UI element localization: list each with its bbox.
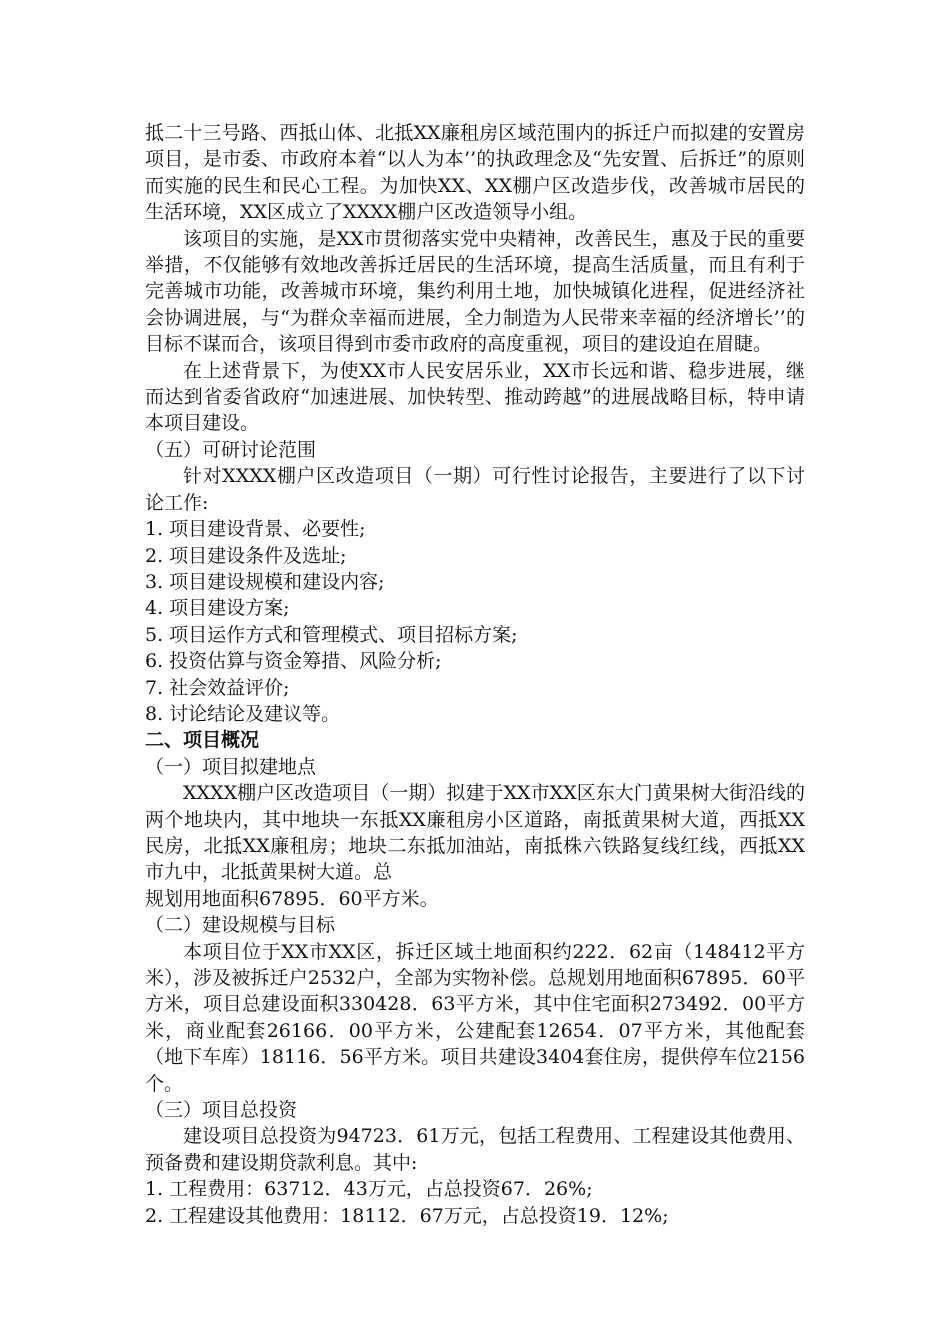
list-item-scope-5: 5. 项目运作方式和管理模式、项目招标方案;	[145, 623, 518, 646]
section-heading-scope: （五）可研讨论范围	[145, 438, 317, 461]
paragraph-scale: 本项目位于XX市XX区，拆迁区域土地面积约222．62亩（148412平方米），涉及被拆迁户2532户，全部为实物补偿。总规划用地面积67895．60平方米，项目总建设面积330428．63平方米，其中住宅面积273492．00平方米，商业配套26166．00平方米，公建配套12654．07平方米，其他配套（地下车库）18116．56平方米。项目共建设3404套住房，提供停车位2156个。	[145, 940, 805, 1095]
list-item-scope-1: 1. 项目建设背景、必要性;	[145, 518, 366, 541]
paragraph-location-area: 规划用地面积67895．60平方米。	[145, 887, 439, 910]
paragraph-scope-intro: 针对XXXX棚户区改造项目（一期）可行性讨论报告，主要进行了以下讨论工作:	[145, 465, 805, 514]
list-item-scope-4: 4. 项目建设方案;	[145, 597, 290, 620]
list-item-scope-2: 2. 项目建设条件及选址;	[145, 544, 347, 567]
list-item-investment-1: 1. 工程费用：63712．43万元，占总投资67．26%;	[145, 1178, 593, 1201]
chapter-heading-overview: 二、项目概况	[145, 729, 260, 752]
list-item-scope-6: 6. 投资估算与资金筹措、风险分析;	[145, 650, 442, 673]
document-body	[145, 120, 805, 1229]
section-heading-location: （一）项目拟建地点	[145, 755, 317, 778]
list-item-investment-2: 2. 工程建设其他费用：18112．67万元，占总投资19．12%;	[145, 1204, 669, 1227]
section-heading-investment: （三）项目总投资	[145, 1099, 298, 1122]
list-item-scope-7: 7. 社会效益评价;	[145, 676, 290, 699]
list-item-scope-3: 3. 项目建设规模和建设内容;	[145, 570, 385, 593]
list-item-scope-8: 8. 讨论结论及建议等。	[145, 702, 341, 725]
section-heading-scale: （二）建设规模与目标	[145, 914, 336, 937]
paragraph-background-1: 抵二十三号路、西抵山体、北抵XX廉租房区域范围内的拆迁户而拟建的安置房项目，是市委、市政府本着“以人为本’’的执政理念及“先安置、后拆迁”的原则而实施的民生和民心工程。为加快XX、XX棚户区改造步伐，改善城市居民的生活环境，XX区成立了XXXX棚户区改造领导小组。	[145, 122, 805, 224]
paragraph-location: XXXX棚户区改造项目（一期）拟建于XX市XX区东大门黄果树大街沿线的两个地块内，其中地块一东抵XX廉租房小区道路，南抵黄果树大道，西抵XX民房，北抵XX廉租房；地块二东抵加油站，南抵株六铁路复线红线，西抵XX市九中，北抵黄果树大道。总	[145, 782, 805, 884]
paragraph-background-2: 该项目的实施，是XX市贯彻落实党中央精神，改善民生，惠及于民的重要举措，不仅能够有效地改善拆迁居民的生活环境，提高生活质量，而且有利于完善城市功能，改善城市环境，集约利用土地，加快城镇化进程，促进经济社会协调进展，与“为群众幸福而进展，全力制造为人民带来幸福的经济增长’’的目标不谋而合，该项目得到市委市政府的高度重视，项目的建设迫在眉睫。	[145, 227, 805, 356]
paragraph-investment: 建设项目总投资为94723．61万元，包括工程费用、工程建设其他费用、预备费和建设期贷款利息。其中:	[145, 1125, 805, 1174]
paragraph-background-3: 在上述背景下，为使XX市人民安居乐业，XX市长远和谐、稳步进展，继而达到省委省政府“加速进展、加快转型、推动跨越”的进展战略目标，特申请本项目建设。	[145, 359, 805, 435]
